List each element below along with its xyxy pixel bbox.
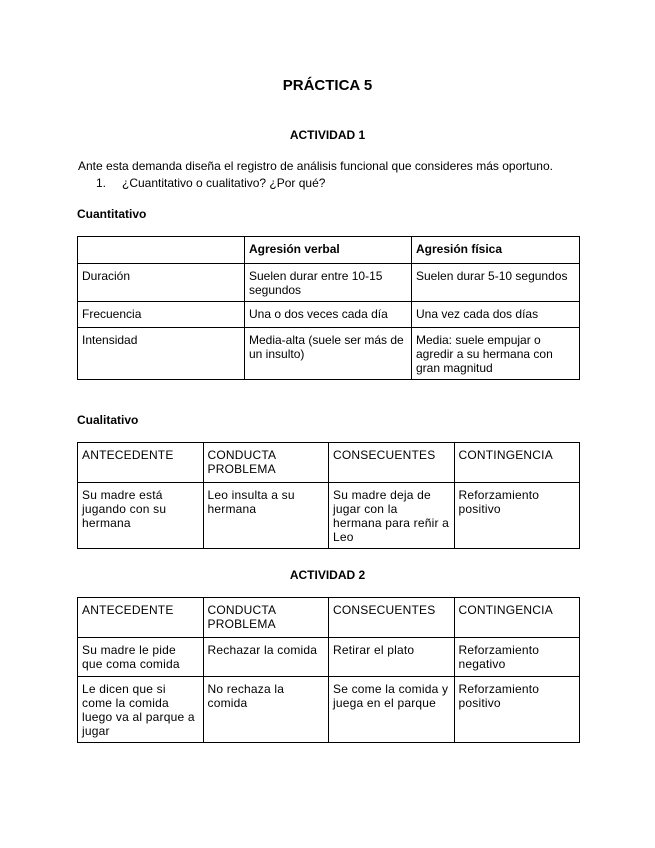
table-row: [78, 638, 580, 677]
header-cell-verbal: Agresión verbal: [245, 237, 412, 264]
header-cell: CONDUCTA PROBLEMA: [203, 443, 329, 483]
table-cell: Reforzamiento positivo: [454, 483, 580, 549]
table-cell: Media: suele empujar o agredir a su hermana con gran magnitud: [412, 328, 580, 380]
table-header-row: [78, 237, 580, 264]
table-row: [78, 677, 580, 743]
header-cell: ANTECEDENTE: [78, 598, 204, 638]
table-cell: Se come la comida y juega en el parque: [329, 677, 455, 743]
quantitative-table: [77, 236, 580, 380]
table-cell: Suelen durar 5-10 segundos: [412, 264, 580, 302]
header-cell: CONTINGENCIA: [454, 443, 580, 483]
table-cell: Leo insulta a su hermana: [203, 483, 329, 549]
table-cell: Duración: [78, 264, 245, 302]
table-cell: Una vez cada dos días: [412, 302, 580, 328]
table-header-row: [78, 598, 580, 638]
activity-2-title: ACTIVIDAD 2: [289, 568, 366, 582]
header-cell: ANTECEDENTE: [78, 443, 204, 483]
table-header-row: [78, 443, 580, 483]
intro-text: Ante esta demanda diseña el registro de análisis funcional que consideres más oportuno.: [78, 159, 553, 173]
activity-1-title: ACTIVIDAD 1: [289, 128, 366, 142]
question-text: ¿Cuantitativo o cualitativo? ¿Por qué?: [122, 176, 326, 190]
qualitative-table: [77, 442, 580, 549]
header-cell: CONTINGENCIA: [454, 598, 580, 638]
table-cell: Rechazar la comida: [203, 638, 329, 677]
question-number: 1.: [96, 176, 107, 190]
table-cell: Le dicen que si come la comida luego va al parque a jugar: [78, 677, 204, 743]
header-cell-empty: [78, 237, 245, 264]
table-row: [78, 483, 580, 549]
page-title: PRÁCTICA 5: [282, 77, 373, 94]
quantitative-heading: Cuantitativo: [77, 207, 147, 221]
table-cell: Reforzamiento positivo: [454, 677, 580, 743]
table-cell: Su madre le pide que coma comida: [78, 638, 204, 677]
table-cell: Media-alta (suele ser más de un insulto): [245, 328, 412, 380]
table-cell: Su madre está jugando con su hermana: [78, 483, 204, 549]
table-row: [78, 302, 580, 328]
table-cell: Retirar el plato: [329, 638, 455, 677]
activity-2-table: [77, 597, 580, 743]
table-row: [78, 328, 580, 380]
table-cell: No rechaza la comida: [203, 677, 329, 743]
table-cell: Frecuencia: [78, 302, 245, 328]
header-cell: CONSECUENTES: [329, 443, 455, 483]
table-cell: Reforzamiento negativo: [454, 638, 580, 677]
qualitative-heading: Cualitativo: [77, 413, 139, 427]
header-cell-physical: Agresión física: [412, 237, 580, 264]
table-cell: Su madre deja de jugar con la hermana para reñir a Leo: [329, 483, 455, 549]
table-cell: Suelen durar entre 10-15 segundos: [245, 264, 412, 302]
header-cell: CONSECUENTES: [329, 598, 455, 638]
table-cell: Intensidad: [78, 328, 245, 380]
table-cell: Una o dos veces cada día: [245, 302, 412, 328]
question-item: [96, 176, 325, 190]
header-cell: CONDUCTA PROBLEMA: [203, 598, 329, 638]
table-row: [78, 264, 580, 302]
